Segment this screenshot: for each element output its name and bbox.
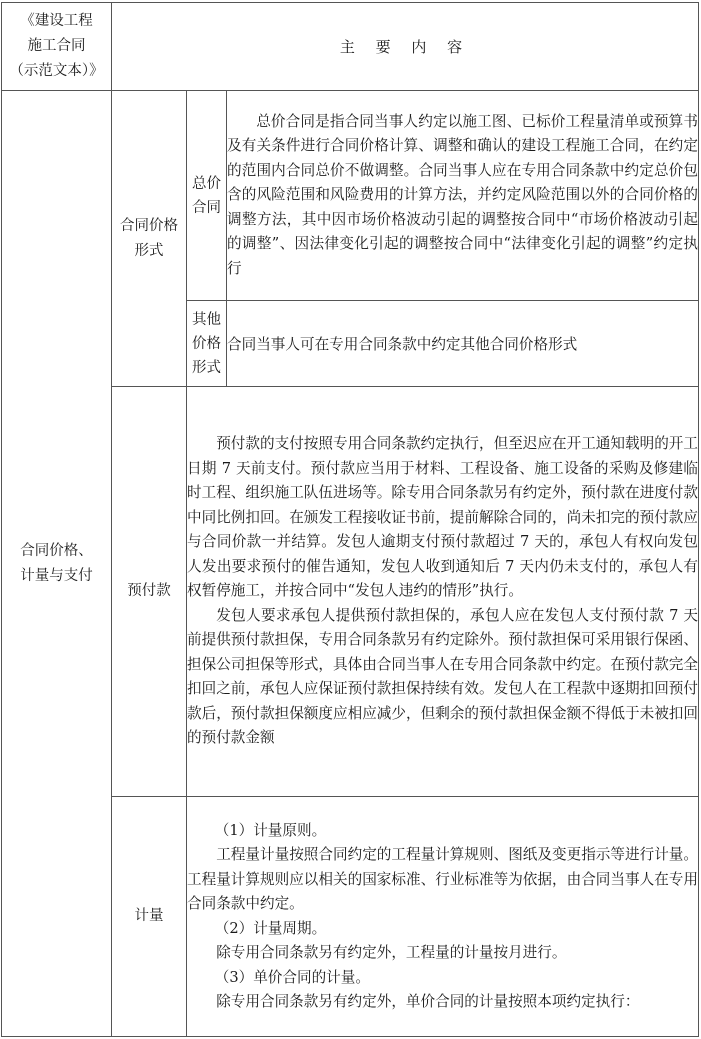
advance-payment-label: 预付款 [112, 387, 187, 797]
advance-payment-text-cell [187, 387, 699, 797]
header-source-cell [2, 3, 112, 91]
price-form-label-line: 合同价格 [120, 217, 178, 234]
measurement-paragraph: 工程量计量按照合同约定的工程量计算规则、图纸及变更指示等进行计量。工程量计算规则应以相关的国家标准、行业标准等为依据，由合同当事人在专用合同条款中约定。 [187, 846, 698, 912]
advance-paragraph: 预付款的支付按照专用合同条款约定执行，但至迟应在开工通知载明的开工日期 7 天前支付。预付款应当用于材料、工程设备、施工设备的采购及修建临时工程、组织施工队伍进场等。除专用合同条款另有约定外，预付款在进度付款中同比例扣回。在颁发工程接收证书前，提前解除合同的，尚未扣完的预付款应与合同价款一并结算。发包人逾期支付预付款超过 7 天的，承包人有权向发包人发出要求预付的催告通知，发包人收到通知后 7 天内仍未支付的，承包人有权暂停施工，并按合同中“发包人违约的情形”执行。 [187, 435, 698, 600]
other-price-label-line: 形式 [192, 359, 221, 376]
header-row [2, 3, 699, 91]
header-source-line: 《建设工程 [20, 13, 93, 29]
other-price-text: 合同当事人可在专用合同条款中约定其他合同价格形式 [227, 301, 699, 387]
other-price-label-line: 其他 [192, 311, 221, 328]
contract-content-table [1, 2, 699, 1037]
measurement-paragraph: 除专用合同条款另有约定外，单价合同的计量按照本项约定执行： [216, 993, 640, 1010]
other-price-label-cell [187, 301, 227, 387]
total-price-label-line: 合同 [192, 199, 221, 216]
header-source-line: 施工合同 [27, 38, 86, 54]
other-price-label-line: 价格 [192, 335, 221, 352]
section-label-cell [2, 91, 112, 1037]
total-price-paragraph: 总价合同是指合同当事人约定以施工图、已标价工程量清单或预算书及有关条件进行合同价格计算、调整和确认的建设工程施工合同，在约定的范围内合同总价不做调整。合同当事人应在专用合同条款中约定总价包含的风险范围和风险费用的计算方法，并约定风险范围以外的合同价格的调整方法，其中因市场价格波动引起的调整按合同中“市场价格波动引起的调整”、因法律变化引起的调整按合同中“法律变化引起的调整”约定执行 [227, 112, 698, 277]
total-price-row [2, 91, 699, 301]
measurement-label: 计量 [112, 797, 187, 1037]
total-price-text-cell [227, 91, 699, 301]
header-source-line: （示范文本）》 [9, 63, 104, 79]
measurement-subheading: （1）计量原则。 [214, 821, 327, 839]
section-label-line: 合同价格、 [20, 542, 93, 559]
total-price-label-cell [187, 91, 227, 301]
section-label-line: 计量与支付 [20, 567, 93, 584]
advance-paragraph: 发包人要求承包人提供预付款担保的，承包人应在发包人支付预付款 7 天前提供预付款担保，专用合同条款另有约定除外。预付款担保可采用银行保函、担保公司担保等形式，具体由合同当事人在专用合同条款中约定。在预付款完全扣回之前，承包人应保证预付款担保持续有效。发包人在工程款中逐期扣回预付款后，预付款担保额度应相应减少，但剩余的预付款担保金额不得低于未被扣回的预付款金额 [187, 606, 698, 747]
total-price-label-line: 总价 [192, 175, 221, 192]
measurement-paragraph: 除专用合同条款另有约定外，工程量的计量按月进行。 [216, 944, 567, 961]
measurement-subheading: （2）计量周期。 [214, 919, 327, 937]
measurement-subheading: （3）单价合同的计量。 [214, 968, 370, 986]
measurement-text-cell [187, 797, 699, 1037]
price-form-label-line: 形式 [134, 242, 164, 259]
header-content-title: 主 要 内 容 [112, 3, 699, 91]
price-form-label-cell [112, 91, 187, 387]
